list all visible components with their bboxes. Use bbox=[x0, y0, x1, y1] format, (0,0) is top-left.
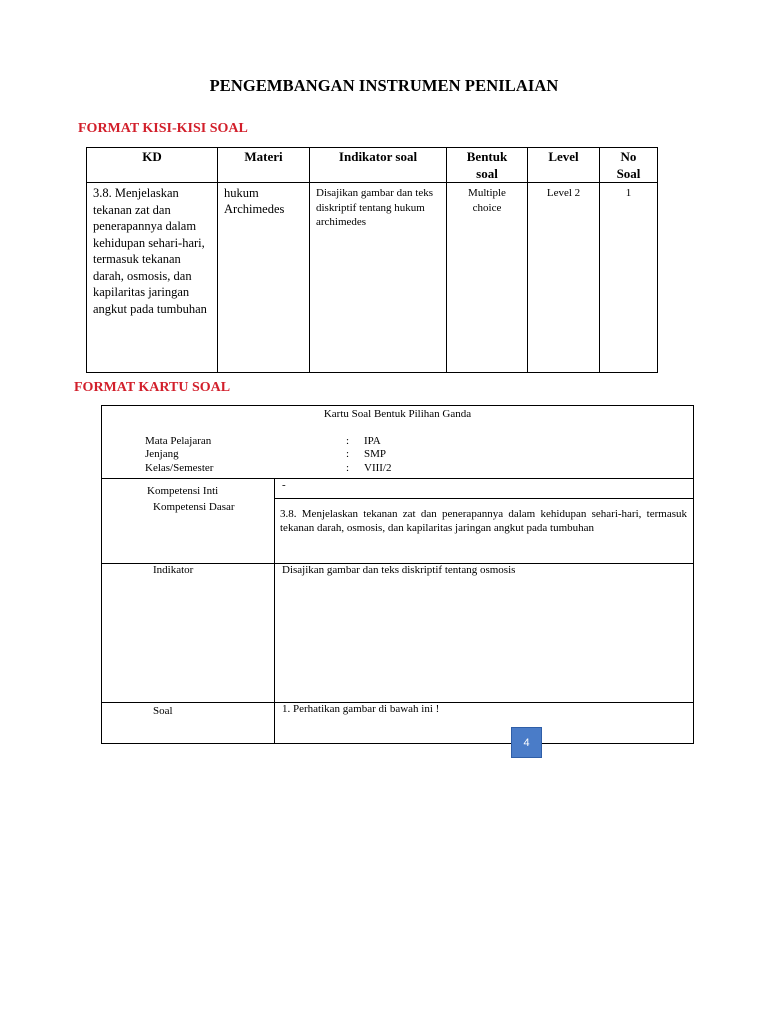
info-label-mapel: Mata Pelajaran bbox=[145, 435, 212, 447]
cell-indikator: Disajikan gambar dan teks diskriptif tentang hukum archimedes bbox=[310, 183, 447, 373]
kompetensi-inti-label: Kompetensi Inti bbox=[147, 485, 219, 497]
kompetensi-dasar-value: 3.8. Menjelaskan tekanan zat dan penerapannya dalam kehidupan sehari-hari, termasuk tekanan darah, osmosis, dan kapilaritas jaringan angkut pada tumbuhan bbox=[280, 508, 687, 534]
header-no-line2: Soal bbox=[616, 166, 641, 181]
kisi-header-row bbox=[87, 148, 658, 183]
indikator-label: Indikator bbox=[153, 564, 194, 576]
kompetensi-dasar-label: Kompetensi Dasar bbox=[153, 501, 235, 513]
page-title: PENGEMBANGAN INSTRUMEN PENILAIAN bbox=[209, 76, 559, 95]
soal-label: Soal bbox=[153, 705, 173, 717]
header-bentuk-line1: Bentuk bbox=[466, 149, 508, 164]
kartu-soal-heading: FORMAT KARTU SOAL bbox=[74, 380, 231, 395]
header-no bbox=[600, 148, 658, 183]
cell-level: Level 2 bbox=[528, 183, 600, 373]
header-bentuk-line2: soal bbox=[476, 166, 498, 181]
header-kd: KD bbox=[87, 148, 218, 183]
soal-value: 1. Perhatikan gambar di bawah ini ! bbox=[282, 703, 440, 715]
cell-bentuk: Multiple choice bbox=[447, 183, 528, 373]
divider bbox=[274, 498, 693, 499]
header-indikator: Indikator soal bbox=[310, 148, 447, 183]
info-value-mapel: IPA bbox=[364, 435, 381, 447]
info-value-kelas: VIII/2 bbox=[364, 462, 392, 474]
cell-materi: hukum Archimedes bbox=[218, 183, 310, 373]
header-no-line1: No bbox=[620, 149, 637, 164]
table-row bbox=[87, 183, 658, 373]
info-sep-kelas: : bbox=[346, 462, 350, 474]
info-sep-jenjang: : bbox=[346, 448, 350, 460]
divider bbox=[102, 478, 693, 479]
page-number-badge: 4 bbox=[511, 727, 542, 758]
info-sep-mapel: : bbox=[346, 435, 350, 447]
cell-no: 1 bbox=[600, 183, 658, 373]
indikator-value: Disajikan gambar dan teks diskriptif tentang osmosis bbox=[282, 564, 516, 576]
info-label-jenjang: Jenjang bbox=[145, 448, 179, 460]
cell-kd: 3.8. Menjelaskan tekanan zat dan penerapannya dalam kehidupan sehari-hari, termasuk tekanan darah, osmosis, dan kapilaritas jaringan angkut pada tumbuhan bbox=[87, 183, 218, 373]
kisi-kisi-heading: FORMAT KISI-KISI SOAL bbox=[78, 121, 248, 136]
header-level: Level bbox=[528, 148, 600, 183]
kisi-kisi-table bbox=[86, 147, 658, 373]
kartu-soal-card bbox=[101, 405, 694, 744]
header-materi: Materi bbox=[218, 148, 310, 183]
kartu-title: Kartu Soal Bentuk Pilihan Ganda bbox=[323, 408, 472, 420]
header-bentuk bbox=[447, 148, 528, 183]
info-value-jenjang: SMP bbox=[364, 448, 387, 460]
column-divider bbox=[274, 478, 275, 743]
kompetensi-inti-value: - bbox=[282, 479, 286, 491]
info-label-kelas: Kelas/Semester bbox=[145, 462, 214, 474]
